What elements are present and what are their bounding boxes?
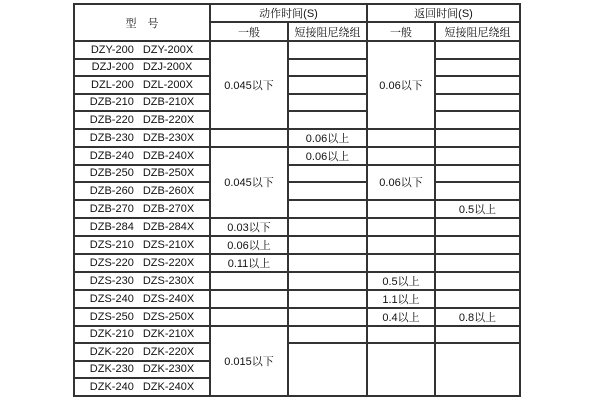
return-short-damping-cell: 0.5以上: [435, 200, 520, 218]
action-general-cell: [210, 290, 288, 308]
model-name-x-variant: DZY-200X: [142, 43, 194, 56]
return-short-damping-cell: [435, 59, 520, 77]
model-name: DZB-240: [89, 149, 134, 162]
model-name-x-variant: DZS-230X: [142, 274, 195, 287]
action-general-cell: 0.045以下: [210, 147, 288, 218]
action-short-damping-cell: [288, 94, 367, 112]
model-name: DZS-230: [89, 274, 134, 287]
model-name-x-variant: DZS-210X: [142, 238, 195, 251]
model-name: DZB-250: [89, 167, 134, 180]
return-general-cell: [367, 129, 435, 147]
table-row: [74, 59, 520, 77]
return-short-damping-cell: [435, 236, 520, 254]
model-cell: [74, 308, 210, 326]
model-cell: [74, 41, 210, 59]
action-short-damping-cell: [288, 111, 367, 129]
action-short-damping-cell: [288, 236, 367, 254]
return-general-cell: [367, 218, 435, 236]
table-row: [74, 111, 520, 129]
return-short-damping-cell: [435, 129, 520, 147]
table-row: [74, 76, 520, 94]
model-name-x-variant: DZB-210X: [142, 96, 195, 109]
model-name: DZB-260: [89, 184, 134, 197]
return-general-cell: [367, 200, 435, 218]
header-action-general: 一般: [210, 22, 288, 41]
model-name: DZB-270: [89, 202, 134, 215]
model-name-x-variant: DZK-240X: [142, 380, 195, 393]
model-name: DZS-240: [89, 292, 134, 305]
model-cell: [74, 343, 210, 361]
action-short-damping-cell: 0.06以上: [288, 147, 367, 165]
model-name: DZK-210: [89, 328, 134, 341]
model-name-x-variant: DZB-250X: [142, 167, 195, 180]
model-cell: [74, 290, 210, 308]
action-short-damping-cell: [288, 76, 367, 94]
return-short-damping-cell: [435, 111, 520, 129]
model-name-x-variant: DZB-240X: [142, 149, 195, 162]
table-row: [74, 147, 520, 165]
action-short-damping-cell: [288, 200, 367, 218]
header-return-general: 一般: [367, 22, 435, 41]
return-general-cell: [367, 254, 435, 272]
model-name-x-variant: DZJ-200X: [142, 61, 193, 74]
table-row: [74, 41, 520, 59]
action-general-cell: [210, 308, 288, 326]
table-row: [74, 326, 520, 344]
model-name: DZB-220: [89, 113, 134, 126]
return-general-cell: 0.06以下: [367, 165, 435, 200]
return-general-cell: 0.4以上: [367, 308, 435, 326]
table-row: [74, 94, 520, 112]
table-row: [74, 343, 520, 361]
model-name: DZY-200: [90, 43, 134, 56]
action-short-damping-cell: [288, 290, 367, 308]
model-name-x-variant: DZL-200X: [142, 78, 193, 91]
model-name: DZB-284: [89, 220, 134, 233]
table-row: [74, 254, 520, 272]
header-row-groups: [74, 4, 520, 22]
table-row: [74, 165, 520, 183]
return-general-cell: [367, 147, 435, 165]
return-short-damping-cell: [435, 165, 520, 183]
model-name-x-variant: DZK-210X: [142, 328, 195, 341]
table-row: [74, 218, 520, 236]
return-general-cell: 0.06以下: [367, 41, 435, 129]
model-name: DZK-230: [89, 363, 134, 376]
return-short-damping-cell: [435, 272, 520, 290]
action-general-cell: 0.11以上: [210, 254, 288, 272]
model-cell: [74, 94, 210, 112]
table-row: [74, 290, 520, 308]
model-name: DZB-230: [89, 131, 134, 144]
table-row: [74, 200, 520, 218]
return-general-cell: [367, 326, 435, 344]
model-cell: [74, 272, 210, 290]
action-short-damping-cell: [288, 254, 367, 272]
model-name-x-variant: DZB-230X: [142, 131, 195, 144]
action-general-cell: [210, 129, 288, 147]
return-short-damping-cell: [435, 41, 520, 59]
relay-spec-table: [73, 3, 521, 397]
action-short-damping-cell: [288, 326, 367, 344]
action-short-damping-cell: [288, 165, 367, 183]
action-general-cell: [210, 272, 288, 290]
model-name-x-variant: DZB-270X: [142, 202, 195, 215]
model-name-x-variant: DZB-284X: [142, 220, 195, 233]
model-cell: [74, 326, 210, 344]
return-short-damping-cell: [435, 326, 520, 344]
model-name-x-variant: DZS-250X: [142, 310, 195, 323]
model-name-x-variant: DZB-260X: [142, 184, 195, 197]
model-cell: [74, 361, 210, 379]
model-name: DZB-210: [89, 96, 134, 109]
return-short-damping-cell: [435, 182, 520, 200]
return-short-damping-cell: [435, 343, 520, 396]
action-short-damping-cell: [288, 41, 367, 59]
model-name: DZS-220: [89, 256, 134, 269]
model-name: DZJ-200: [91, 61, 134, 74]
action-short-damping-cell: [288, 59, 367, 77]
action-short-damping-cell: [288, 182, 367, 200]
action-general-cell: 0.015以下: [210, 326, 288, 396]
model-name-x-variant: DZK-220X: [142, 345, 195, 358]
action-general-cell: 0.03以下: [210, 218, 288, 236]
header-action-time: 动作时间(S): [210, 4, 367, 22]
model-name: DZK-240: [89, 380, 134, 393]
model-name-x-variant: DZK-230X: [142, 363, 195, 376]
header-model: 型 号: [74, 4, 210, 41]
return-general-cell: [367, 236, 435, 254]
return-general-cell: 0.5以上: [367, 272, 435, 290]
header-action-short-damping: 短接阻尼绕组: [288, 22, 367, 41]
table-row: [74, 236, 520, 254]
table-row: [74, 182, 520, 200]
action-short-damping-cell: [288, 308, 367, 326]
model-cell: [74, 182, 210, 200]
model-cell: [74, 129, 210, 147]
return-general-cell: [367, 343, 435, 396]
action-general-cell: 0.06以上: [210, 236, 288, 254]
return-short-damping-cell: [435, 147, 520, 165]
model-cell: [74, 147, 210, 165]
model-cell: [74, 236, 210, 254]
model-cell: [74, 59, 210, 77]
spec-table-container: [73, 3, 521, 397]
table-header: [74, 4, 520, 41]
return-short-damping-cell: [435, 76, 520, 94]
action-short-damping-cell: 0.06以上: [288, 129, 367, 147]
model-name: DZL-200: [91, 78, 134, 91]
action-short-damping-cell: [288, 343, 367, 396]
model-cell: [74, 111, 210, 129]
model-cell: [74, 76, 210, 94]
table-row: [74, 272, 520, 290]
model-cell: [74, 218, 210, 236]
model-cell: [74, 254, 210, 272]
spec-table-body: [74, 41, 520, 396]
return-short-damping-cell: [435, 254, 520, 272]
model-name: DZS-210: [89, 238, 134, 251]
return-short-damping-cell: [435, 94, 520, 112]
header-return-time: 返回时间(S): [367, 4, 520, 22]
model-cell: [74, 378, 210, 396]
model-name-x-variant: DZB-220X: [142, 113, 195, 126]
action-short-damping-cell: [288, 272, 367, 290]
return-general-cell: 1.1以上: [367, 290, 435, 308]
return-short-damping-cell: 0.8以上: [435, 308, 520, 326]
action-general-cell: 0.045以下: [210, 41, 288, 129]
model-name-x-variant: DZS-240X: [142, 292, 195, 305]
return-short-damping-cell: [435, 218, 520, 236]
table-row: [74, 308, 520, 326]
table-row: [74, 129, 520, 147]
model-cell: [74, 200, 210, 218]
action-short-damping-cell: [288, 218, 367, 236]
model-name-x-variant: DZS-220X: [142, 256, 195, 269]
model-cell: [74, 165, 210, 183]
model-name: DZS-250: [89, 310, 134, 323]
model-name: DZK-220: [89, 345, 134, 358]
return-short-damping-cell: [435, 290, 520, 308]
header-return-short-damping: 短接阻尼绕组: [435, 22, 520, 41]
